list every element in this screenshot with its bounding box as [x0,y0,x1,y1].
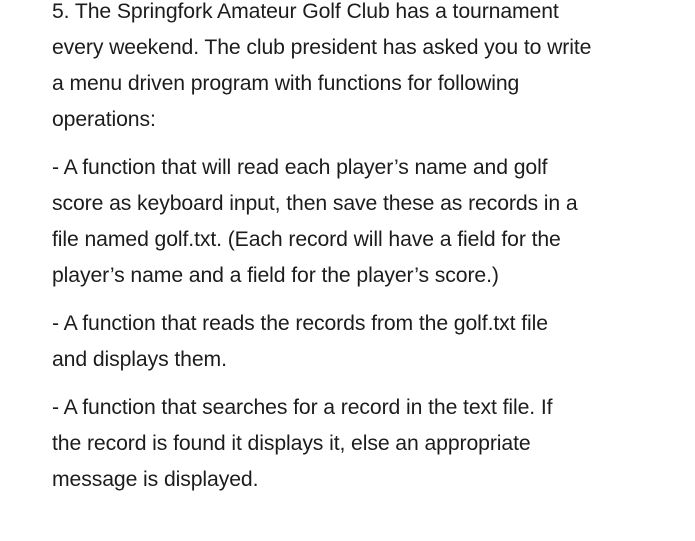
requirement-search-record: - A function that searches for a record in the text file. If the record is found it displays it, else an appropriate message is displayed. [52,396,553,491]
question-intro: 5. The Springfork Amateur Golf Club has a tournament every weekend. The club president has asked you to write a menu driven program with functions for following operations: [52,0,592,131]
requirement-display-records: - A function that reads the records from the golf.txt file and displays them. [52,312,548,371]
requirement-write-records: - A function that will read each player’s name and golf score as keyboard input, then save these as records in a file named golf.txt. (Each record will have a field for the player’s name and a field for the player’s score.) [52,156,578,287]
